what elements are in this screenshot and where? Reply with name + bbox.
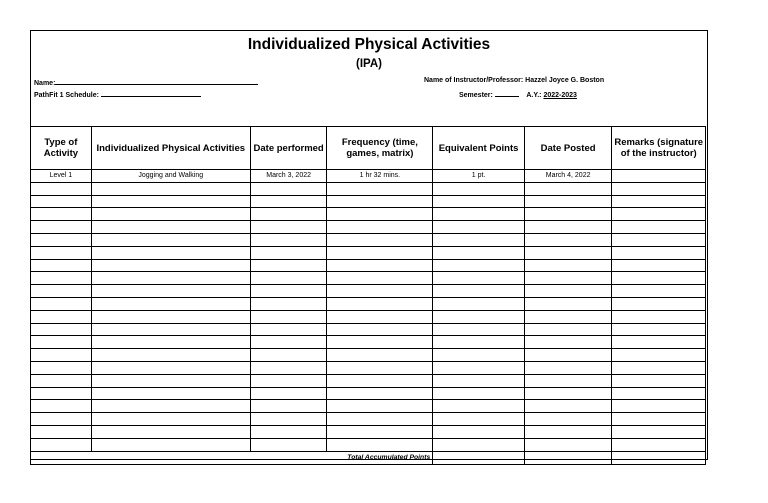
ipa-form (30, 30, 708, 460)
semester-row (459, 89, 577, 99)
cell-frequency[interactable] (327, 349, 433, 362)
cell-points[interactable] (433, 195, 525, 208)
cell-points[interactable] (433, 438, 525, 451)
col-remarks: Remarks (signature of the instructor) (612, 127, 706, 170)
cell-remarks[interactable] (612, 310, 706, 323)
col-type-of-activity: Type of Activity (31, 127, 92, 170)
cell-points[interactable] (433, 208, 525, 221)
semester-label: Semester: (459, 92, 493, 99)
cell-date-performed[interactable] (250, 425, 327, 438)
total-spacer (250, 451, 327, 464)
cell-activity[interactable] (91, 438, 250, 451)
cell-date-posted[interactable] (524, 259, 612, 272)
cell-remarks[interactable] (612, 413, 706, 426)
cell-date-performed[interactable] (250, 438, 327, 451)
cell-remarks[interactable] (612, 208, 706, 221)
table-row (31, 323, 706, 336)
form-title: Individualized Physical Activities (247, 36, 491, 53)
table-row (31, 221, 706, 234)
total-spacer (31, 451, 92, 464)
cell-remarks[interactable] (612, 272, 706, 285)
cell-date-posted[interactable] (524, 233, 612, 246)
cell-type[interactable] (31, 361, 92, 374)
cell-activity[interactable]: Jogging and Walking (91, 170, 250, 183)
cell-remarks[interactable] (612, 323, 706, 336)
col-date-posted: Date Posted (524, 127, 612, 170)
cell-remarks[interactable] (612, 349, 706, 362)
cell-type[interactable] (31, 259, 92, 272)
cell-frequency[interactable] (327, 413, 433, 426)
cell-frequency[interactable] (327, 425, 433, 438)
cell-date-posted[interactable] (524, 400, 612, 413)
cell-date-performed[interactable] (250, 349, 327, 362)
cell-frequency[interactable] (327, 387, 433, 400)
cell-remarks[interactable] (612, 361, 706, 374)
cell-date-performed[interactable]: March 3, 2022 (250, 170, 327, 183)
cell-type[interactable] (31, 413, 92, 426)
name-row (34, 77, 258, 87)
schedule-label: PathFit 1 Schedule: (34, 92, 99, 99)
cell-activity[interactable] (91, 221, 250, 234)
cell-date-performed[interactable] (250, 310, 327, 323)
table-row (31, 246, 706, 259)
cell-remarks[interactable] (612, 438, 706, 451)
cell-date-posted[interactable] (524, 349, 612, 362)
table-row (31, 361, 706, 374)
cell-activity[interactable] (91, 336, 250, 349)
cell-activity[interactable] (91, 285, 250, 298)
name-label: Name: (34, 80, 56, 87)
cell-type[interactable] (31, 323, 92, 336)
table-row (31, 413, 706, 426)
cell-date-posted[interactable] (524, 361, 612, 374)
total-points-cell[interactable] (433, 451, 525, 464)
cell-frequency[interactable] (327, 259, 433, 272)
cell-remarks[interactable] (612, 246, 706, 259)
cell-remarks[interactable] (612, 387, 706, 400)
cell-remarks[interactable] (612, 374, 706, 387)
cell-type[interactable] (31, 297, 92, 310)
cell-points[interactable] (433, 285, 525, 298)
instructor-row (424, 77, 604, 84)
cell-date-performed[interactable] (250, 285, 327, 298)
table-row (31, 170, 706, 183)
cell-type[interactable] (31, 195, 92, 208)
cell-type[interactable] (31, 349, 92, 362)
cell-points[interactable]: 1 pt. (433, 170, 525, 183)
cell-type[interactable] (31, 425, 92, 438)
cell-date-posted[interactable] (524, 272, 612, 285)
cell-type[interactable] (31, 182, 92, 195)
cell-frequency[interactable] (327, 297, 433, 310)
table-row (31, 182, 706, 195)
table-header-row (31, 127, 706, 170)
cell-activity[interactable] (91, 310, 250, 323)
schedule-field[interactable] (101, 89, 201, 97)
table-row (31, 285, 706, 298)
table-row (31, 310, 706, 323)
cell-activity[interactable] (91, 272, 250, 285)
cell-date-performed[interactable] (250, 323, 327, 336)
cell-frequency[interactable] (327, 233, 433, 246)
cell-points[interactable] (433, 297, 525, 310)
cell-date-posted[interactable] (524, 297, 612, 310)
cell-points[interactable] (433, 233, 525, 246)
cell-activity[interactable] (91, 297, 250, 310)
cell-type[interactable] (31, 336, 92, 349)
cell-date-posted[interactable] (524, 246, 612, 259)
cell-date-performed[interactable] (250, 182, 327, 195)
activity-table (30, 126, 706, 465)
instructor-value: Hazzel Joyce G. Boston (525, 77, 605, 84)
cell-frequency[interactable] (327, 272, 433, 285)
cell-points[interactable] (433, 336, 525, 349)
cell-date-posted[interactable]: March 4, 2022 (524, 170, 612, 183)
cell-date-performed[interactable] (250, 336, 327, 349)
cell-remarks[interactable] (612, 259, 706, 272)
col-activities: Individualized Physical Activities (91, 127, 250, 170)
cell-frequency[interactable] (327, 246, 433, 259)
cell-remarks[interactable] (612, 285, 706, 298)
cell-type[interactable] (31, 387, 92, 400)
cell-remarks[interactable] (612, 221, 706, 234)
cell-type[interactable] (31, 233, 92, 246)
cell-type[interactable] (31, 438, 92, 451)
cell-frequency[interactable] (327, 208, 433, 221)
ay-label: A.Y.: (526, 92, 542, 99)
semester-field[interactable] (495, 89, 519, 97)
cell-date-posted[interactable] (524, 413, 612, 426)
cell-date-performed[interactable] (250, 246, 327, 259)
cell-date-performed[interactable] (250, 361, 327, 374)
total-spacer (91, 451, 250, 464)
cell-date-posted[interactable] (524, 182, 612, 195)
cell-activity[interactable] (91, 425, 250, 438)
cell-remarks[interactable] (612, 233, 706, 246)
cell-date-performed[interactable] (250, 400, 327, 413)
cell-points[interactable] (433, 182, 525, 195)
total-row (31, 451, 706, 464)
cell-points[interactable] (433, 400, 525, 413)
cell-activity[interactable] (91, 349, 250, 362)
cell-date-performed[interactable] (250, 297, 327, 310)
cell-remarks[interactable] (612, 336, 706, 349)
cell-type[interactable] (31, 310, 92, 323)
cell-frequency[interactable] (327, 336, 433, 349)
table-row (31, 233, 706, 246)
cell-activity[interactable] (91, 387, 250, 400)
cell-activity[interactable] (91, 233, 250, 246)
cell-type[interactable] (31, 400, 92, 413)
cell-points[interactable] (433, 246, 525, 259)
cell-type[interactable]: Level 1 (31, 170, 92, 183)
cell-date-posted[interactable] (524, 323, 612, 336)
cell-date-performed[interactable] (250, 374, 327, 387)
schedule-row (34, 89, 201, 99)
cell-points[interactable] (433, 361, 525, 374)
cell-frequency[interactable] (327, 221, 433, 234)
cell-type[interactable] (31, 374, 92, 387)
cell-points[interactable] (433, 387, 525, 400)
cell-date-posted[interactable] (524, 387, 612, 400)
cell-frequency[interactable] (327, 400, 433, 413)
col-equivalent-points: Equivalent Points (433, 127, 525, 170)
cell-activity[interactable] (91, 400, 250, 413)
cell-points[interactable] (433, 349, 525, 362)
table-row (31, 272, 706, 285)
cell-remarks[interactable] (612, 425, 706, 438)
cell-remarks[interactable] (612, 297, 706, 310)
cell-date-posted[interactable] (524, 310, 612, 323)
cell-points[interactable] (433, 425, 525, 438)
cell-frequency[interactable] (327, 310, 433, 323)
table-row (31, 297, 706, 310)
cell-date-posted[interactable] (524, 195, 612, 208)
total-spacer (524, 451, 612, 464)
cell-frequency[interactable] (327, 285, 433, 298)
cell-frequency[interactable] (327, 323, 433, 336)
cell-remarks[interactable] (612, 400, 706, 413)
cell-date-performed[interactable] (250, 259, 327, 272)
cell-frequency[interactable] (327, 374, 433, 387)
cell-frequency[interactable] (327, 182, 433, 195)
cell-points[interactable] (433, 374, 525, 387)
cell-activity[interactable] (91, 374, 250, 387)
instructor-label: Name of Instructor/Professor: (424, 77, 524, 84)
cell-points[interactable] (433, 259, 525, 272)
cell-remarks[interactable] (612, 170, 706, 183)
cell-activity[interactable] (91, 208, 250, 221)
cell-remarks[interactable] (612, 195, 706, 208)
table-row (31, 438, 706, 451)
table-row (31, 259, 706, 272)
ay-value: 2022-2023 (543, 92, 577, 99)
cell-date-posted[interactable] (524, 285, 612, 298)
col-date-performed: Date performed (250, 127, 327, 170)
col-frequency: Frequency (time, games, matrix) (327, 127, 433, 170)
cell-date-performed[interactable] (250, 195, 327, 208)
cell-date-performed[interactable] (250, 413, 327, 426)
name-field[interactable] (55, 77, 258, 85)
total-spacer (612, 451, 706, 464)
cell-activity[interactable] (91, 323, 250, 336)
form-subtitle: (IPA) (356, 58, 382, 70)
table-row (31, 208, 706, 221)
cell-activity[interactable] (91, 195, 250, 208)
table-row (31, 195, 706, 208)
cell-frequency[interactable] (327, 195, 433, 208)
table-row (31, 425, 706, 438)
cell-activity[interactable] (91, 259, 250, 272)
cell-date-performed[interactable] (250, 387, 327, 400)
cell-activity[interactable] (91, 361, 250, 374)
cell-date-performed[interactable] (250, 221, 327, 234)
cell-date-posted[interactable] (524, 336, 612, 349)
cell-type[interactable] (31, 272, 92, 285)
cell-date-posted[interactable] (524, 438, 612, 451)
cell-points[interactable] (433, 310, 525, 323)
table-row (31, 336, 706, 349)
cell-frequency[interactable] (327, 361, 433, 374)
total-accumulated-label: Total Accumulated Points (327, 451, 433, 464)
cell-date-performed[interactable] (250, 233, 327, 246)
cell-date-performed[interactable] (250, 208, 327, 221)
table-row (31, 349, 706, 362)
cell-remarks[interactable] (612, 182, 706, 195)
cell-type[interactable] (31, 246, 92, 259)
cell-activity[interactable] (91, 182, 250, 195)
cell-date-posted[interactable] (524, 425, 612, 438)
cell-date-posted[interactable] (524, 208, 612, 221)
cell-type[interactable] (31, 285, 92, 298)
cell-activity[interactable] (91, 413, 250, 426)
cell-type[interactable] (31, 208, 92, 221)
cell-date-posted[interactable] (524, 374, 612, 387)
cell-points[interactable] (433, 272, 525, 285)
table-row (31, 374, 706, 387)
cell-date-performed[interactable] (250, 272, 327, 285)
cell-date-posted[interactable] (524, 221, 612, 234)
table-row (31, 400, 706, 413)
cell-points[interactable] (433, 413, 525, 426)
cell-points[interactable] (433, 323, 525, 336)
cell-activity[interactable] (91, 246, 250, 259)
cell-type[interactable] (31, 221, 92, 234)
cell-frequency[interactable] (327, 438, 433, 451)
cell-points[interactable] (433, 221, 525, 234)
table-row (31, 387, 706, 400)
cell-frequency[interactable]: 1 hr 32 mins. (327, 170, 433, 183)
